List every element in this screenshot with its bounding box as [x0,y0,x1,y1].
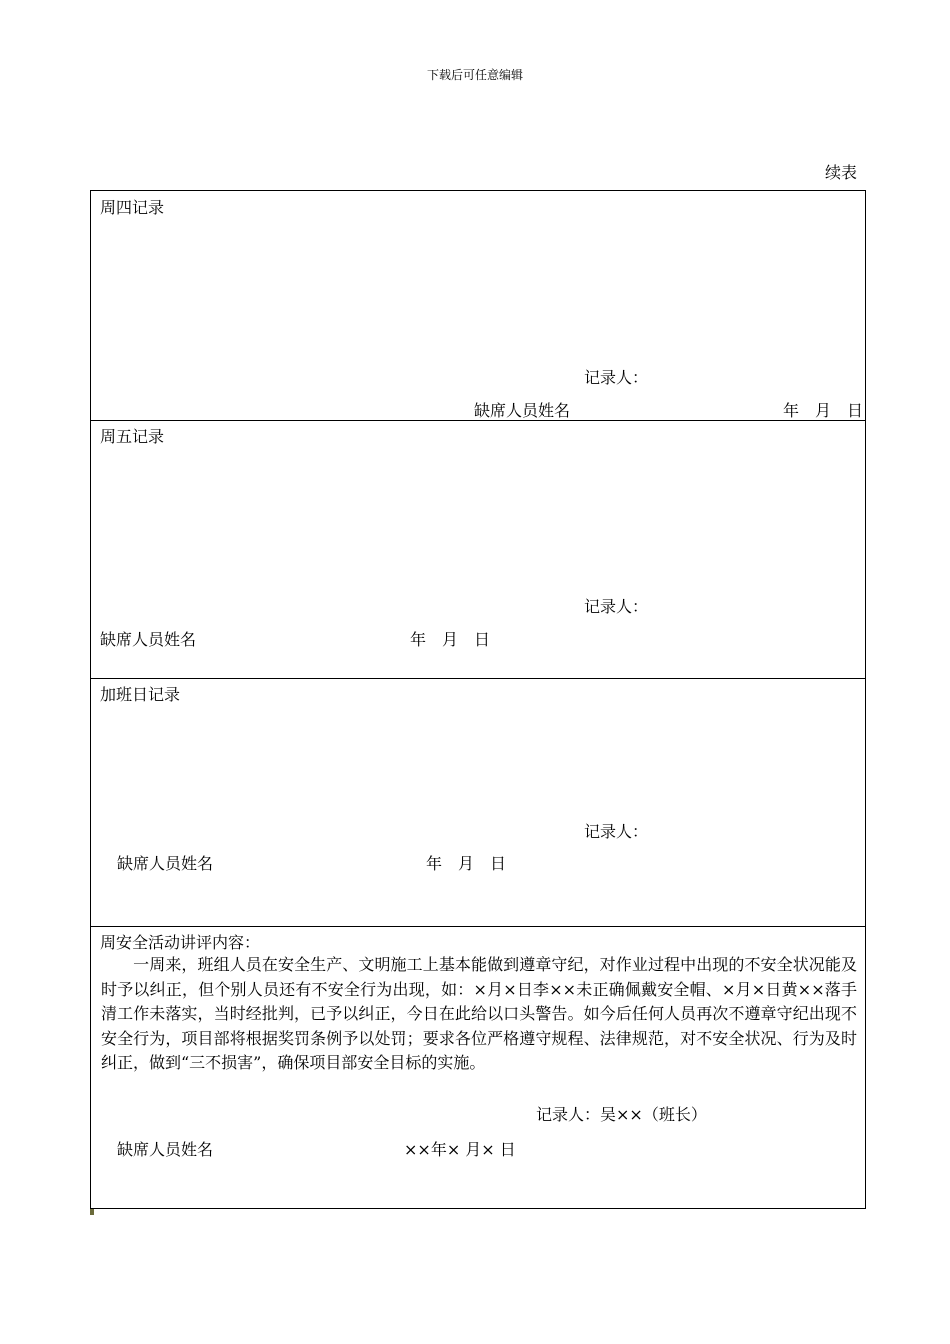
overtime-absent-label: 缺席人员姓名 [117,854,214,873]
friday-recorder-label: 记录人： [584,597,649,616]
corner-mark [90,1209,94,1215]
row-divider [91,678,865,679]
record-table [90,190,866,1209]
review-absent-label: 缺席人员姓名 [117,1140,214,1159]
overtime-title: 加班日记录 [100,685,181,704]
thursday-date-label: 年 月 日 [783,401,864,420]
review-body: 一周来，班组人员在安全生产、文明施工上基本能做到遵章守纪，对作业过程中出现的不安全状况能及时予以纠正，但个别人员还有不安全行为出现，如：×月×日李××未正确佩戴安全帽、×月×日黄××落手清工作未落实，当时经批判，已予以纠正，今日在此给以口头警告。如今后任何人员再次不遵章守纪出现不安全行为，项目部将根据奖罚条例予以处罚；要求各位严格遵守规程、法律规范，对不安全状况、行为及时纠正，做到“三不损害”，确保项目部安全目标的实施。 [101,955,857,1072]
friday-date-label: 年 月 日 [410,630,491,649]
friday-title: 周五记录 [100,427,165,446]
row-divider [91,926,865,927]
thursday-title: 周四记录 [100,198,165,217]
header-note: 下载后可任意编辑 [426,68,523,82]
review-title: 周安全活动讲评内容： [100,933,261,952]
overtime-recorder-label: 记录人： [584,822,649,841]
review-recorder-label: 记录人：吴××（班长） [536,1105,707,1124]
row-divider [91,420,865,421]
friday-absent-label: 缺席人员姓名 [100,630,197,649]
continued-label: 续表 [825,163,858,182]
thursday-absent-label: 缺席人员姓名 [474,401,571,420]
overtime-date-label: 年 月 日 [426,854,507,873]
thursday-recorder-label: 记录人： [584,368,649,387]
review-paragraph [101,953,857,1076]
review-date-label: ××年× 月× 日 [404,1140,516,1159]
